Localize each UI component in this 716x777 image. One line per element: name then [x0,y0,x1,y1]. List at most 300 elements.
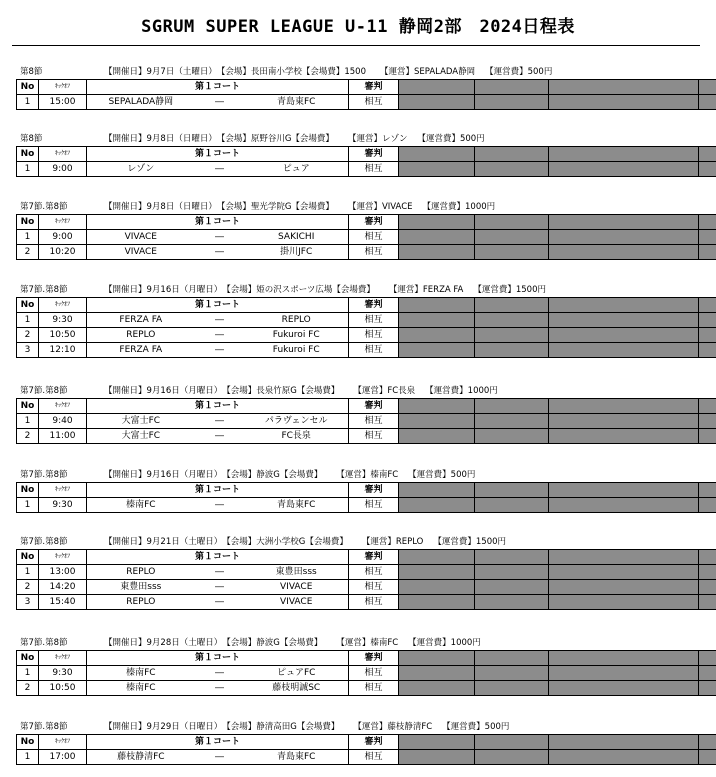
away-team: Fukuroi FC [272,345,320,355]
table-header-row [17,215,716,230]
home-team: VIVACE [124,232,157,242]
blank-cell [475,580,549,595]
match-number: 2 [17,580,39,595]
away-team: 青島東FC [276,752,316,762]
blank-cell [475,735,549,750]
blank-cell [399,80,475,95]
kickoff-header: ｷｯｸｵﾌ [39,147,87,162]
referee-cell: 相互 [349,162,399,177]
table-row [17,343,716,358]
versus-dash: ― [215,567,224,577]
blank-cell [399,681,475,696]
blank-cell [549,399,699,414]
match-table [16,549,716,610]
section-info [16,382,694,398]
no-header: No [17,399,39,414]
blank-cell [399,580,475,595]
blank-cell [475,666,549,681]
court-header: 第１コート [87,735,349,750]
venue-fee-label: 【会場費】 [296,386,340,396]
operator-label: 【運営】FERZA FA [388,285,464,295]
blank-cell [475,328,549,343]
operator-label: 【運営】FC長泉 [353,386,416,396]
round-label: 第7節.第8節 [20,470,68,480]
match-cell [87,230,349,245]
blank-cell [475,230,549,245]
home-team: 大富士FC [121,416,161,426]
blank-cell [475,215,549,230]
match-cell [87,580,349,595]
versus-dash: ― [215,232,224,242]
versus-dash: ― [215,97,224,107]
blank-cell [475,750,549,765]
match-number: 1 [17,666,39,681]
table-row [17,245,716,260]
blank-cell [475,95,549,110]
operation-fee-label: 【運営費】1000円 [425,386,498,396]
schedule-section [16,198,694,260]
kickoff-time: 9:30 [39,666,87,681]
blank-cell [699,666,716,681]
operation-fee-label: 【運営費】1000円 [408,638,481,648]
referee-cell: 相互 [349,666,399,681]
blank-cell [399,95,475,110]
blank-cell [699,343,716,358]
date-label: 【開催日】9月28日（土曜日） [104,638,223,648]
match-cell [87,343,349,358]
operator-label: 【運営】SEPALADA静岡 [379,67,476,77]
blank-cell [699,230,716,245]
schedule-section [16,382,694,444]
kickoff-time: 15:00 [39,95,87,110]
no-header: No [17,651,39,666]
blank-cell [399,750,475,765]
blank-cell [699,95,716,110]
schedule-section [16,533,694,610]
match-table [16,482,716,513]
match-cell [87,162,349,177]
match-cell [87,565,349,580]
blank-cell [399,565,475,580]
blank-cell [475,298,549,313]
match-number: 2 [17,429,39,444]
venue-label: 【会場】原野谷川G [216,134,292,144]
blank-cell [699,298,716,313]
schedule-section [16,718,694,765]
versus-dash: ― [215,431,224,441]
referee-header: 審判 [349,147,399,162]
home-team: SEPALADA静岡 [108,97,174,107]
blank-cell [549,580,699,595]
venue-label: 【会場】姫の沢スポーツ広場 [222,285,333,295]
kickoff-time: 9:40 [39,414,87,429]
match-table [16,650,716,696]
section-info [16,63,694,79]
blank-cell [475,147,549,162]
referee-cell: 相互 [349,498,399,513]
round-label: 第7節.第8節 [20,202,68,212]
blank-cell [549,429,699,444]
referee-cell: 相互 [349,750,399,765]
kickoff-time: 10:20 [39,245,87,260]
kickoff-time: 15:40 [39,595,87,610]
referee-header: 審判 [349,735,399,750]
blank-cell [699,162,716,177]
blank-cell [475,429,549,444]
versus-dash: ― [215,752,224,762]
match-number: 1 [17,750,39,765]
away-team: FC長泉 [281,431,311,441]
court-header: 第１コート [87,651,349,666]
away-team: ピュアFC [276,668,316,678]
blank-cell [699,429,716,444]
away-team: SAKICHI [278,232,315,242]
no-header: No [17,298,39,313]
away-team: ピュア [282,164,310,174]
blank-cell [549,80,699,95]
blank-cell [399,651,475,666]
home-team: 藤枝静清FC [117,752,165,762]
blank-cell [549,550,699,565]
court-header: 第１コート [87,215,349,230]
match-cell [87,313,349,328]
venue-label: 【会場】静清高田G [222,722,297,732]
referee-header: 審判 [349,298,399,313]
round-label: 第7節.第8節 [20,638,68,648]
blank-cell [399,429,475,444]
kickoff-time: 10:50 [39,681,87,696]
match-cell [87,414,349,429]
blank-cell [399,735,475,750]
table-row [17,666,716,681]
blank-cell [699,565,716,580]
away-team: 青島東FC [276,97,316,107]
no-header: No [17,735,39,750]
blank-cell [699,245,716,260]
venue-fee-label: 【会場費】 [291,134,334,144]
referee-cell: 相互 [349,95,399,110]
table-header-row [17,399,716,414]
table-header-row [17,483,716,498]
blank-cell [699,580,716,595]
home-team: FERZA FA [119,345,163,355]
section-info [16,533,694,549]
away-team: パラヴェンセル [264,416,328,426]
venue-fee-label: 【会場費】 [296,722,340,732]
match-cell [87,245,349,260]
referee-header: 審判 [349,483,399,498]
table-row [17,414,716,429]
match-number: 3 [17,595,39,610]
date-label: 【開催日】9月8日（日曜日） [104,134,217,144]
match-table [16,146,716,177]
venue-label: 【会場】静波G [222,638,280,648]
home-team: 榛南FC [126,668,156,678]
blank-cell [475,162,549,177]
round-label: 第7節.第8節 [20,386,68,396]
court-header: 第１コート [87,298,349,313]
date-label: 【開催日】9月21日（土曜日） [104,537,223,547]
kickoff-header: ｷｯｸｵﾌ [39,298,87,313]
blank-cell [699,215,716,230]
referee-header: 審判 [349,399,399,414]
section-info [16,466,694,482]
home-team: 東豊田sss [120,582,162,592]
blank-cell [399,498,475,513]
referee-cell: 相互 [349,343,399,358]
blank-cell [699,550,716,565]
match-number: 3 [17,343,39,358]
blank-cell [549,735,699,750]
match-number: 2 [17,328,39,343]
blank-cell [699,399,716,414]
match-number: 1 [17,498,39,513]
round-label: 第7節.第8節 [20,285,68,295]
match-cell [87,95,349,110]
operation-fee-label: 【運営費】1500円 [433,537,507,547]
blank-cell [399,414,475,429]
away-team: REPLO [281,315,311,325]
blank-cell [699,750,716,765]
kickoff-time: 9:30 [39,313,87,328]
court-header: 第１コート [87,147,349,162]
schedule-section [16,634,694,696]
blank-cell [549,595,699,610]
venue-label: 【会場】長泉竹原G [222,386,297,396]
home-team: 榛南FC [126,683,156,693]
away-team: 藤枝明誠SC [272,683,321,693]
schedule-section [16,466,694,513]
section-info [16,634,694,650]
round-label: 第8節 [20,134,43,144]
operator-label: 【運営】藤枝静清FC [353,722,433,732]
blank-cell [549,215,699,230]
blank-cell [475,343,549,358]
section-info [16,281,694,297]
blank-cell [475,483,549,498]
table-header-row [17,550,716,565]
table-row [17,681,716,696]
blank-cell [475,245,549,260]
referee-cell: 相互 [349,245,399,260]
referee-cell: 相互 [349,595,399,610]
table-header-row [17,298,716,313]
round-label: 第8節 [20,67,43,77]
blank-cell [399,245,475,260]
no-header: No [17,550,39,565]
date-label: 【開催日】9月16日（月曜日） [104,285,223,295]
blank-cell [699,80,716,95]
schedule-section [16,281,694,358]
kickoff-time: 12:10 [39,343,87,358]
match-cell [87,429,349,444]
table-row [17,429,716,444]
blank-cell [399,147,475,162]
versus-dash: ― [215,582,224,592]
referee-header: 審判 [349,80,399,95]
blank-cell [475,498,549,513]
kickoff-header: ｷｯｸｵﾌ [39,483,87,498]
kickoff-header: ｷｯｸｵﾌ [39,735,87,750]
schedule-section [16,130,694,177]
match-number: 1 [17,414,39,429]
match-table [16,398,716,444]
table-row [17,328,716,343]
match-number: 1 [17,230,39,245]
referee-cell: 相互 [349,230,399,245]
table-row [17,313,716,328]
home-team: FERZA FA [119,315,163,325]
blank-cell [475,414,549,429]
blank-cell [475,399,549,414]
home-team: REPLO [126,330,156,340]
blank-cell [699,735,716,750]
table-row [17,750,716,765]
blank-cell [475,550,549,565]
court-header: 第１コート [87,80,349,95]
blank-cell [475,651,549,666]
kickoff-time: 9:00 [39,162,87,177]
away-team: VIVACE [280,597,313,607]
kickoff-time: 17:00 [39,750,87,765]
blank-cell [549,162,699,177]
referee-cell: 相互 [349,565,399,580]
operation-fee-label: 【運営費】1000円 [422,202,496,212]
away-team: 東豊田sss [275,567,317,577]
referee-cell: 相互 [349,580,399,595]
blank-cell [699,498,716,513]
date-label: 【開催日】9月29日（日曜日） [104,722,223,732]
kickoff-header: ｷｯｸｵﾌ [39,399,87,414]
kickoff-header: ｷｯｸｵﾌ [39,550,87,565]
away-team: VIVACE [280,582,313,592]
blank-cell [699,681,716,696]
no-header: No [17,483,39,498]
blank-cell [549,414,699,429]
date-label: 【開催日】9月16日（月曜日） [104,386,223,396]
court-header: 第１コート [87,550,349,565]
versus-dash: ― [215,247,224,257]
blank-cell [475,681,549,696]
home-team: 榛南FC [126,500,156,510]
table-header-row [17,735,716,750]
no-header: No [17,80,39,95]
blank-cell [399,328,475,343]
blank-cell [549,230,699,245]
operation-fee-label: 【運営費】1500円 [473,285,546,295]
blank-cell [549,298,699,313]
blank-cell [475,565,549,580]
versus-dash: ― [215,345,224,355]
round-label: 第7節.第8節 [20,722,68,732]
venue-fee-label: 【会場費】 [279,470,323,480]
match-table [16,79,716,110]
title-divider [12,45,700,46]
blank-cell [475,80,549,95]
kickoff-time: 14:20 [39,580,87,595]
blank-cell [549,328,699,343]
match-cell [87,666,349,681]
blank-cell [475,313,549,328]
operator-label: 【運営】VIVACE [347,202,413,212]
blank-cell [549,666,699,681]
venue-fee-label: 【会場費】1500 [301,67,366,77]
blank-cell [549,681,699,696]
date-label: 【開催日】9月16日（月曜日） [104,470,223,480]
venue-label: 【会場】長田南小学校 [216,67,302,77]
operation-fee-label: 【運営費】500円 [408,470,476,480]
table-row [17,162,716,177]
home-team: 大富士FC [121,431,161,441]
blank-cell [549,651,699,666]
venue-fee-label: 【会場費】 [305,537,348,547]
referee-header: 審判 [349,550,399,565]
away-team: 掛川JFC [280,247,313,257]
round-label: 第7節.第8節 [20,537,68,547]
table-row [17,565,716,580]
table-header-row [17,147,716,162]
kickoff-header: ｷｯｸｵﾌ [39,80,87,95]
kickoff-time: 9:30 [39,498,87,513]
versus-dash: ― [215,416,224,426]
date-label: 【開催日】9月8日（日曜日） [104,202,217,212]
home-team: REPLO [126,567,156,577]
blank-cell [699,328,716,343]
page-title: SGRUM SUPER LEAGUE U-11 静岡2部 2024日程表 [141,17,575,37]
versus-dash: ― [215,683,224,693]
blank-cell [699,595,716,610]
venue-fee-label: 【会場費】 [279,638,323,648]
table-header-row [17,651,716,666]
match-cell [87,498,349,513]
blank-cell [699,414,716,429]
table-row [17,580,716,595]
blank-cell [399,595,475,610]
blank-cell [699,313,716,328]
operation-fee-label: 【運営費】500円 [417,134,485,144]
blank-cell [399,313,475,328]
versus-dash: ― [215,500,224,510]
blank-cell [699,483,716,498]
blank-cell [549,95,699,110]
kickoff-time: 11:00 [39,429,87,444]
blank-cell [399,215,475,230]
operator-label: 【運営】榛南FC [336,470,399,480]
match-number: 1 [17,565,39,580]
blank-cell [399,162,475,177]
referee-cell: 相互 [349,414,399,429]
referee-cell: 相互 [349,313,399,328]
home-team: REPLO [126,597,156,607]
blank-cell [699,147,716,162]
operator-label: 【運営】榛南FC [336,638,399,648]
kickoff-time: 10:50 [39,328,87,343]
operation-fee-label: 【運営費】500円 [485,67,553,77]
referee-header: 審判 [349,651,399,666]
operation-fee-label: 【運営費】500円 [442,722,510,732]
home-team: レゾン [127,164,155,174]
blank-cell [475,595,549,610]
table-header-row [17,80,716,95]
blank-cell [399,666,475,681]
match-number: 1 [17,313,39,328]
match-table [16,214,716,260]
blank-cell [549,483,699,498]
section-info [16,718,694,734]
blank-cell [399,550,475,565]
court-header: 第１コート [87,399,349,414]
away-team: Fukuroi FC [272,330,320,340]
